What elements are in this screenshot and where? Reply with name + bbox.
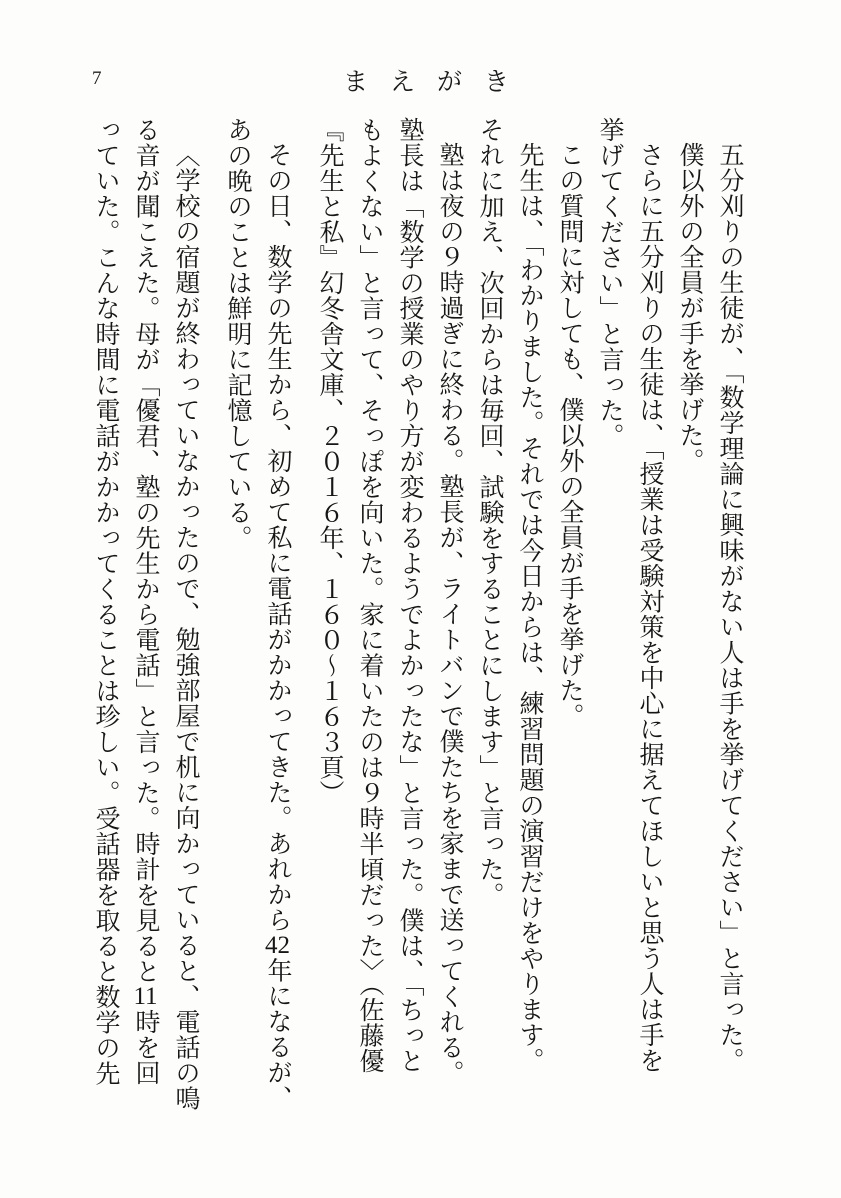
text-column (349, 117, 389, 1109)
text-run: 五分刈りの生徒が、「数学理論に興味がない人は手を挙げてください」と言った。 (716, 142, 743, 1073)
text-run: 挙げてください」と言った。 (596, 117, 623, 449)
text-column (309, 117, 349, 1109)
text-column (217, 117, 257, 1109)
text-run: 年になるが、 (264, 957, 291, 1111)
text-run: っていた。こんな時間に電話がかかってくることは珍しい。受話器を取ると数学の先 (92, 117, 119, 1086)
text-column (389, 117, 429, 1109)
text-run: 時を回 (132, 1009, 159, 1086)
text-column (549, 117, 589, 1109)
text-column (469, 117, 509, 1109)
tate-chu-yoko-number: 11 (133, 984, 158, 1009)
page-number: 7 (92, 68, 102, 89)
text-run: もよくない」と言って、そっぽを向いた。家に着いたのは９時半頃だった〉（佐藤優 (356, 117, 383, 1074)
text-column (589, 117, 629, 1109)
text-run: 僕以外の全員が手を挙げた。 (676, 142, 703, 474)
text-column (709, 117, 749, 1109)
tate-chu-yoko-number: 42 (265, 932, 290, 958)
text-run: あの晩のことは鮮明に記憶している。 (224, 117, 251, 551)
text-run: この質問に対しても、僕以外の全員が手を挙げた。 (556, 142, 583, 729)
text-column (669, 117, 709, 1109)
text-column (125, 117, 165, 1109)
text-column (429, 117, 469, 1109)
page-header (0, 60, 841, 94)
text-column (509, 117, 549, 1109)
text-run: 『先生と私』幻冬舎文庫、２０１６年、１６０〜１６３頁） (316, 117, 343, 806)
running-title: まえがき (343, 69, 532, 96)
text-run: その日、数学の先生から、初めて私に電話がかかってきた。あれから (264, 142, 291, 933)
text-run: る音が聞こえた。母が「優君、塾の先生から電話」と言った。時計を見ると (132, 117, 159, 984)
text-run: さらに五分刈りの生徒は、「授業は受験対策を中心に据えてほしいと思う人は手を (636, 142, 663, 1073)
text-run: 先生は、「わかりました。それでは今日からは、練習問題の演習だけをやります。 (516, 142, 543, 1073)
text-run: 塾長は「数学の授業のやり方が変わるようでよかったな」と言った。僕は、「ちっと (396, 117, 423, 1074)
text-column (629, 117, 669, 1109)
text-run: 〈学校の宿題が終わっていなかったので、勉強部屋で机に向かっていると、電話の鳴 (172, 142, 199, 1111)
text-run: 塾は夜の９時過ぎに終わる。塾長が、ライトバンで僕たちを家まで送ってくれる。 (436, 142, 463, 1086)
text-column (257, 117, 297, 1109)
text-column (85, 117, 125, 1109)
vertical-text-block (85, 117, 749, 1109)
text-run: それに加え、次回からは毎回、試験をすることにします」と言った。 (476, 117, 503, 908)
text-column (165, 117, 205, 1109)
